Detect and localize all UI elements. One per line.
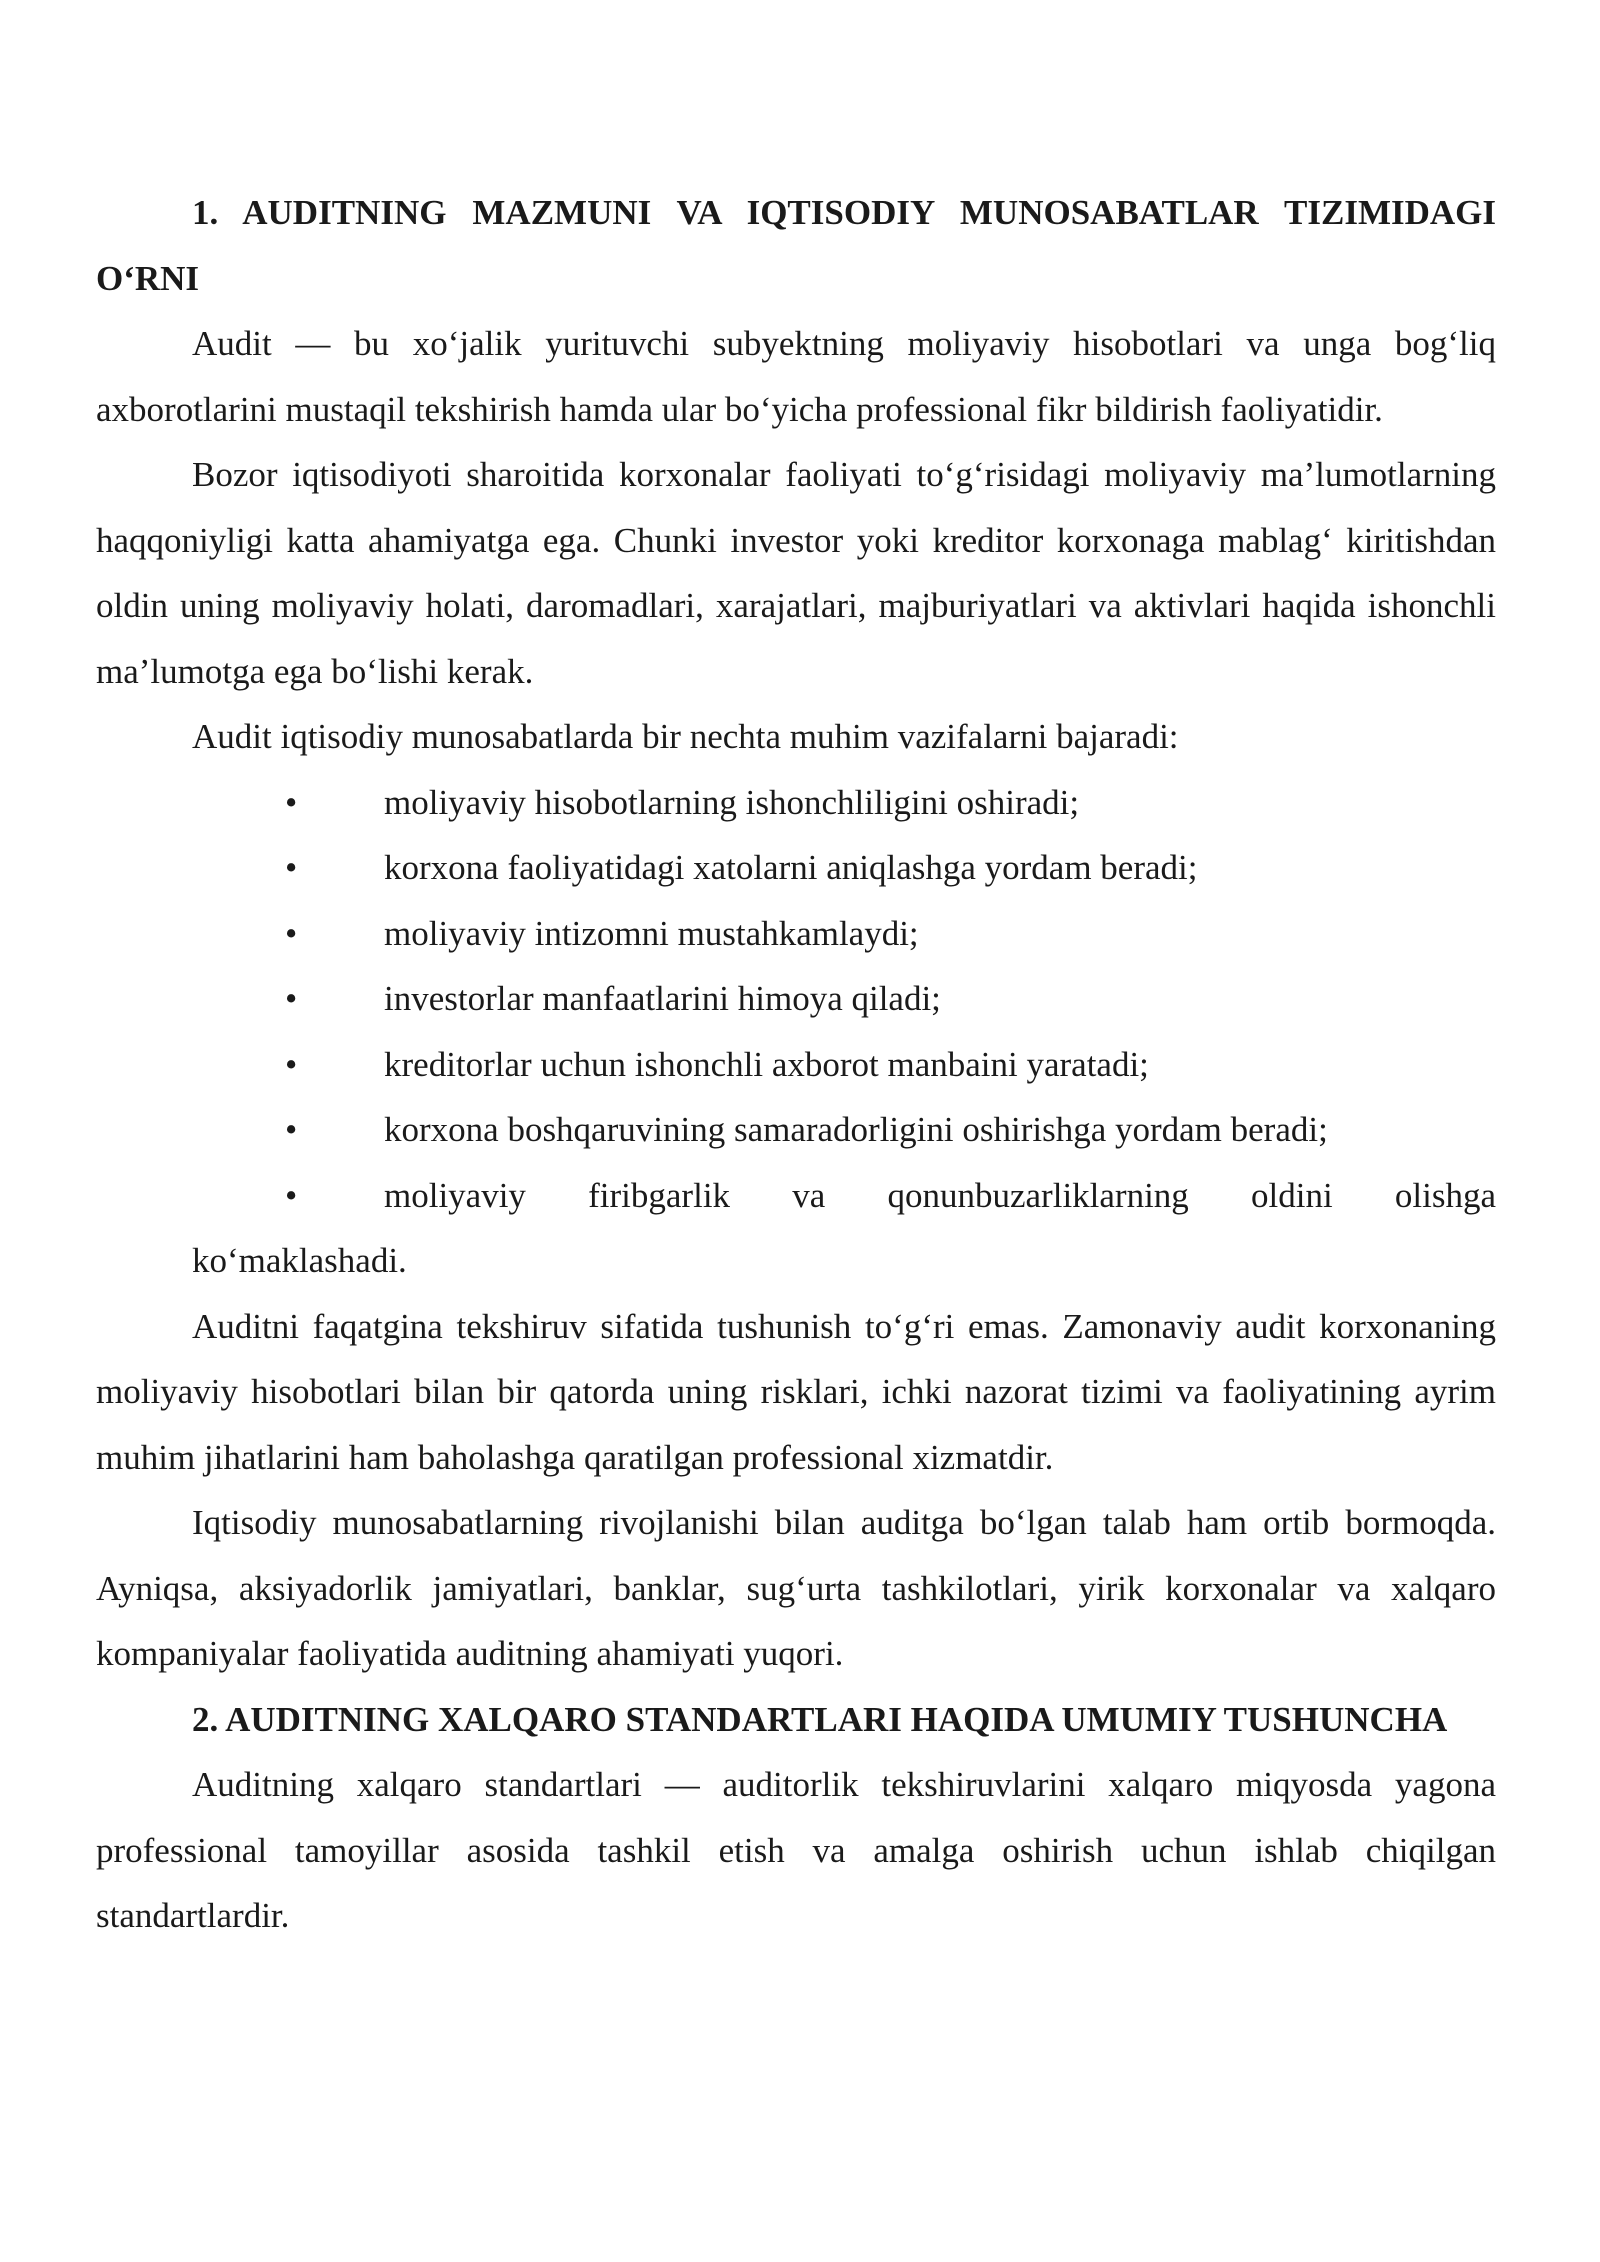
list-item-text: kreditorlar uchun ishonchli axborot manbaini yaratadi; [384,1044,1149,1084]
list-item-text: moliyaviy intizomni mustahkamlaydi; [384,913,919,953]
document-page [96,180,1496,1949]
bullet-icon: • [285,913,298,953]
bullet-icon: • [285,1110,298,1149]
paragraph: Audit iqtisodiy munosabatlarda bir nechta muhim vazifalarni bajaradi: [192,717,1179,756]
bullet-icon: • [285,979,298,1018]
section-1-heading: 1. AUDITNING MAZMUNI VA IQTISODIY MUNOSABATLAR TIZIMIDAGI O‘RNI [96,193,1496,298]
list-item-text: investorlar manfaatlarini himoya qiladi; [384,979,941,1018]
list-item [96,1097,1496,1163]
bullet-icon: • [285,848,298,887]
list-item [96,835,1496,901]
list-item-text: korxona faoliyatidagi xatolarni aniqlashga yordam beradi; [384,848,1198,887]
list-item-text: moliyaviy hisobotlarning ishonchliligini oshiradi; [384,782,1080,822]
duties-list [96,770,1496,1229]
list-item-text: korxona boshqaruvining samaradorligini oshirishga yordam beradi; [384,1110,1328,1149]
bullet-icon: • [285,1044,298,1084]
paragraph: Auditning xalqaro standartlari — auditorlik tekshiruvlarini xalqaro miqyosda yagona professional tamoyillar asosida tashkil etish va amalga oshirish uchun ishlab chiqilgan standartlardir. [96,1765,1496,1935]
list-item-continuation: ko‘maklashadi. [192,1241,407,1280]
section-2-heading: 2. AUDITNING XALQARO STANDARTLARI HAQIDA UMUMIY TUSHUNCHA [192,1699,1448,1739]
list-item [96,770,1496,836]
bullet-icon: • [285,1175,298,1215]
paragraph: Bozor iqtisodiyoti sharoitida korxonalar faoliyati to‘g‘risidagi moliyaviy ma’lumotlarning haqqoniyligi katta ahamiyatga ega. Chunki investor yoki kreditor korxonaga mablag‘ kiritishdan oldin uning moliyaviy holati, daromadlari, xarajatlari, majburiyatlari va aktivlari haqida ishonchli ma’lumotga ega bo‘lishi kerak. [96,455,1496,691]
bullet-icon: • [285,782,298,822]
list-item [96,966,1496,1032]
paragraph: Auditni faqatgina tekshiruv sifatida tushunish to‘g‘ri emas. Zamonaviy audit korxonaning moliyaviy hisobotlari bilan bir qatorda uning risklari, ichki nazorat tizimi va faoliyatining ayrim muhim jihatlarini ham baholashga qaratilgan professional xizmatdir. [96,1306,1496,1477]
paragraph: Iqtisodiy munosabatlarning rivojlanishi bilan auditga bo‘lgan talab ham ortib bormoqda. Ayniqsa, aksiyadorlik jamiyatlari, banklar, sug‘urta tashkilotlari, yirik korxonalar va xalqaro kompaniyalar faoliyatida auditning ahamiyati yuqori. [96,1503,1496,1673]
list-item [96,901,1496,967]
list-item [96,1163,1496,1229]
list-item [96,1032,1496,1098]
paragraph: Audit — bu xo‘jalik yurituvchi subyektning moliyaviy hisobotlari va unga bog‘liq axborotlarini mustaqil tekshirish hamda ular bo‘yicha professional fikr bildirish faoliyatidir. [96,324,1496,429]
list-item-text: moliyaviy firibgarlik va qonunbuzarliklarning oldini olishga [384,1175,1496,1215]
